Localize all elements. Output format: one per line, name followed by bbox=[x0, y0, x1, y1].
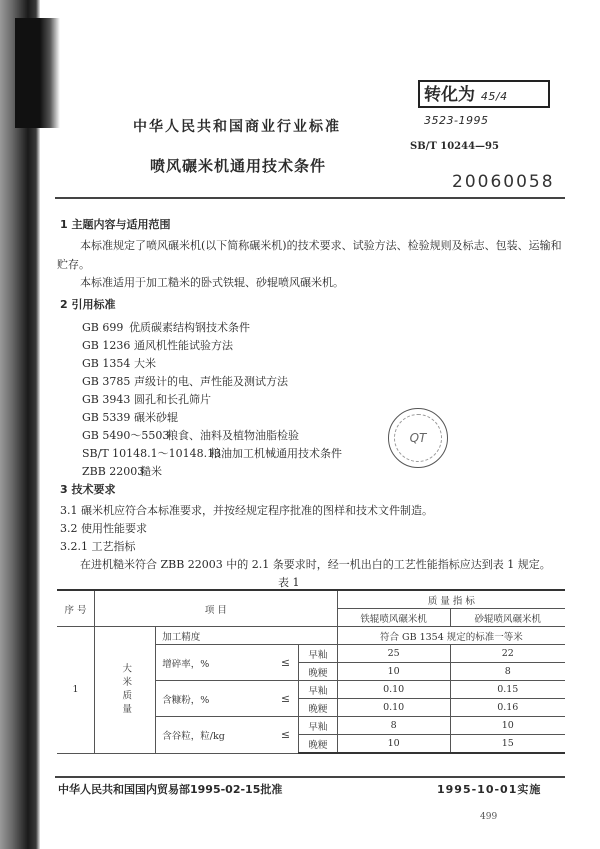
reference-item: GB 3785 声级计的电、声性能及测试方法 bbox=[82, 375, 288, 388]
reference-item: GB 5339 碾米砂辊 bbox=[82, 411, 178, 424]
reference-item: GB 1354 大米 bbox=[82, 357, 156, 370]
cell-value: 10 bbox=[337, 663, 450, 681]
cell-value: 0.16 bbox=[450, 699, 565, 717]
cell-grain-count-label: 含谷粒，粒/kg ≤ bbox=[156, 717, 299, 754]
document-title: 喷风碾米机通用技术条件 bbox=[150, 157, 327, 175]
cell-precision-label: 加工精度 bbox=[156, 627, 337, 645]
header-divider bbox=[55, 197, 565, 199]
reference-item: GB 3943 圆孔和长孔筛片 bbox=[82, 393, 211, 406]
header-item: 项 目 bbox=[95, 590, 338, 627]
section-2-heading: 2 引用标准 bbox=[60, 298, 116, 311]
implementation-date: 1995-10-01实施 bbox=[437, 783, 542, 796]
cell-group-rice-quality: 大米质量 bbox=[95, 627, 156, 754]
conversion-stamp bbox=[418, 80, 550, 127]
archive-number: 20060058 bbox=[452, 172, 555, 192]
cell-type: 晚粳 bbox=[299, 699, 338, 717]
cell-type: 晚粳 bbox=[299, 663, 338, 681]
section-1-para1: 本标准规定了喷风碾米机(以下简称碾米机)的技术要求、试验方法、检验规则及标志、包装、运输和 bbox=[80, 239, 562, 252]
stamp-label: 转化为 bbox=[424, 85, 475, 105]
header-iron-roller: 铁辊喷风碾米机 bbox=[337, 609, 450, 627]
reference-item: GB 1236 通风机性能试验方法 bbox=[82, 339, 233, 352]
cell-value: 0.15 bbox=[450, 681, 565, 699]
header-seq: 序 号 bbox=[57, 590, 95, 627]
cell-value: 8 bbox=[450, 663, 565, 681]
standard-category: 中华人民共和国商业行业标准 bbox=[133, 119, 341, 135]
approval-date: 中华人民共和国国内贸易部1995-02-15批准 bbox=[58, 783, 283, 796]
cell-seq: 1 bbox=[57, 627, 95, 754]
cell-bran-powder-label: 含糠粉，% ≤ bbox=[156, 681, 299, 717]
footer-divider bbox=[55, 776, 565, 778]
cell-value: 15 bbox=[450, 735, 565, 754]
clause-3-2-1-text: 在进机糙米符合 ZBB 22003 中的 2.1 条要求时，经一机出白的工艺性能指标应达到表 1 规定。 bbox=[80, 558, 551, 571]
cell-type: 早籼 bbox=[299, 681, 338, 699]
scan-edge-shadow-top bbox=[15, 18, 60, 128]
cell-value: 10 bbox=[450, 717, 565, 735]
standard-code: SB/T 10244—95 bbox=[410, 141, 499, 152]
section-1-para1-cont: 贮存。 bbox=[57, 258, 90, 271]
reference-item: GB 5490～5503粮食、油料及植物油脂检验 bbox=[82, 429, 299, 442]
reference-item: GB 699 优质碳素结构钢技术条件 bbox=[82, 321, 250, 334]
reference-item: SB/T 10148.1～10148.13粮油加工机械通用技术条件 bbox=[82, 447, 342, 460]
cell-value: 0.10 bbox=[337, 699, 450, 717]
cell-broken-rate-label: 增碎率，% ≤ bbox=[156, 645, 299, 681]
table-1 bbox=[57, 589, 565, 754]
header-quality: 质 量 指 标 bbox=[337, 590, 565, 609]
cell-value: 25 bbox=[337, 645, 450, 663]
section-3-heading: 3 技术要求 bbox=[60, 483, 116, 496]
cell-value: 8 bbox=[337, 717, 450, 735]
cell-value: 22 bbox=[450, 645, 565, 663]
cell-precision-value: 符合 GB 1354 规定的标准一等米 bbox=[337, 627, 565, 645]
cell-type: 晚粳 bbox=[299, 735, 338, 754]
page-number: 499 bbox=[480, 812, 498, 822]
approval-seal-icon: QT bbox=[388, 408, 448, 468]
clause-3-2-1: 3.2.1 工艺指标 bbox=[60, 540, 136, 553]
cell-type: 早籼 bbox=[299, 645, 338, 663]
cell-value: 0.10 bbox=[337, 681, 450, 699]
cell-type: 早籼 bbox=[299, 717, 338, 735]
reference-item: ZBB 22003糙米 bbox=[82, 465, 162, 478]
clause-3-1: 3.1 碾米机应符合本标准要求，并按经规定程序批准的图样和技术文件制造。 bbox=[60, 504, 433, 517]
header-sand-roller: 砂辊喷风碾米机 bbox=[450, 609, 565, 627]
stamp-handwritten-code: 45/4 3523-1995 bbox=[424, 90, 508, 127]
clause-3-2: 3.2 使用性能要求 bbox=[60, 522, 147, 535]
table-caption: 表 1 bbox=[278, 576, 300, 589]
section-1-para2: 本标准适用于加工糙米的卧式铁辊、砂辊喷风碾米机。 bbox=[80, 276, 344, 289]
section-1-heading: 1 主题内容与适用范围 bbox=[60, 218, 171, 231]
cell-value: 10 bbox=[337, 735, 450, 754]
